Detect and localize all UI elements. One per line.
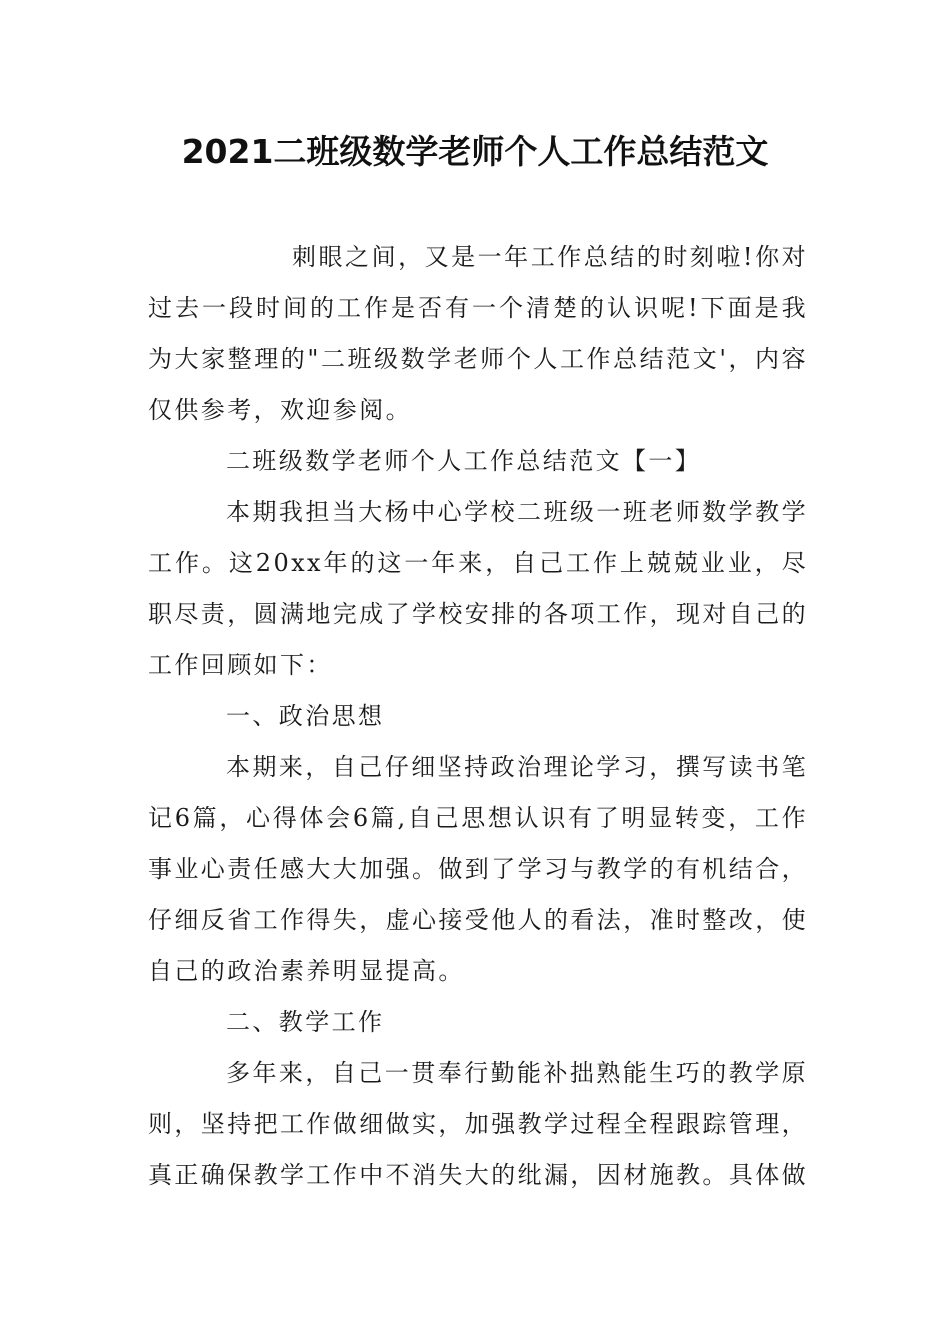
- body-paragraph: 本期我担当大杨中心学校二班级一班老师数学教学工作。这20xx年的这一年来，自己工作上兢兢业业，尽职尽责，圆满地完成了学校安排的各项工作，现对自己的工作回顾如下：: [148, 498, 808, 679]
- section-heading-politics: 一、政治思想: [226, 702, 385, 730]
- document-body: [148, 232, 808, 1201]
- intro-paragraph: 刺眼之间，又是一年工作总结的时刻啦!你对过去一段时间的工作是否有一个清楚的认识呢!下面是我为大家整理的"二班级数学老师个人工作总结范文'，内容仅供参考，欢迎参阅。: [148, 243, 808, 424]
- document-title: 2021二班级数学老师个人工作总结范文: [181, 132, 769, 171]
- section-heading-part-one: 二班级数学老师个人工作总结范文【一】: [226, 447, 702, 475]
- body-paragraph: 本期来，自己仔细坚持政治理论学习，撰写读书笔记6篇，心得体会6篇,自己思想认识有了明显转变，工作事业心责任感大大加强。做到了学习与教学的有机结合，仔细反省工作得失，虚心接受他人的看法，准时整改，使自己的政治素养明显提高。: [148, 753, 808, 985]
- section-heading-teaching: 二、教学工作: [226, 1008, 385, 1036]
- body-paragraph: 多年来，自己一贯奉行勤能补拙熟能生巧的教学原则，坚持把工作做细做实，加强教学过程全程跟踪管理，真正确保教学工作中不消失大的纰漏，因材施教。具体做: [148, 1059, 808, 1189]
